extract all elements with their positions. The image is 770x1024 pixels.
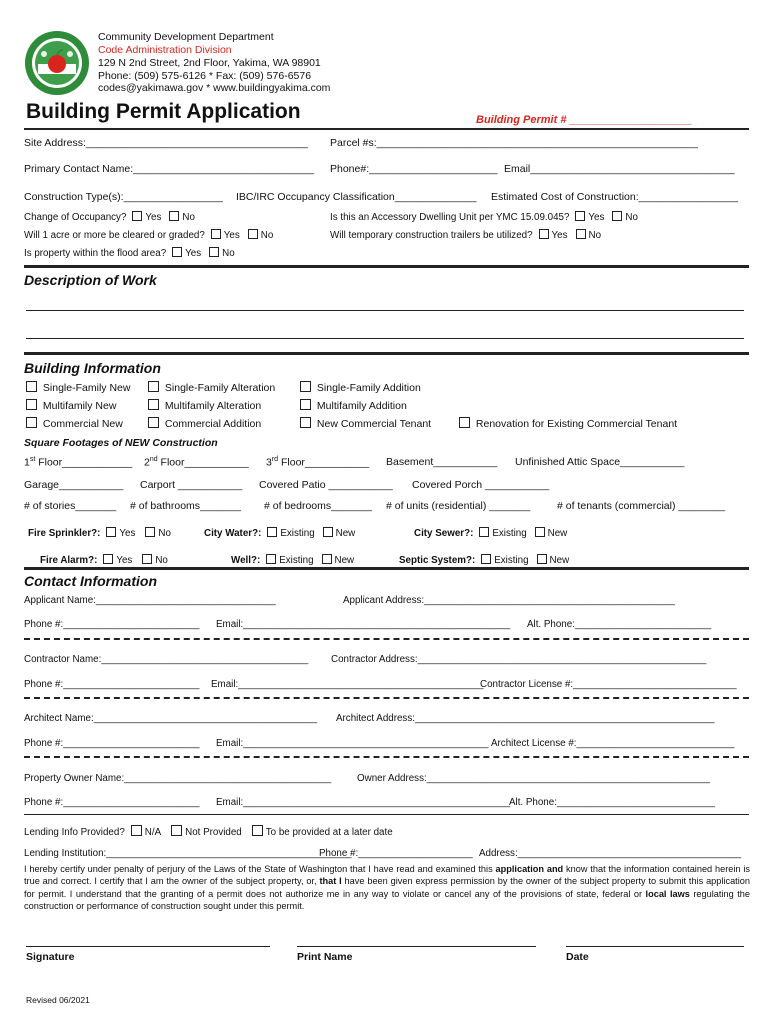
parcel-field[interactable]: Parcel #s:_______________________________________________________ (330, 137, 698, 149)
contractor-license-field[interactable]: Contractor License #:______________________________ (480, 679, 737, 690)
contractor-email-field[interactable]: Email:_____________________________________________ (211, 679, 484, 690)
architect-license-field[interactable]: Architect License #:_____________________________ (491, 738, 735, 749)
attic-field[interactable]: Unfinished Attic Space___________ (515, 456, 685, 468)
checkbox[interactable] (459, 417, 470, 428)
checkbox[interactable] (209, 247, 219, 257)
tenants-field[interactable]: # of tenants (commercial) ________ (557, 500, 726, 512)
checkbox[interactable] (612, 211, 622, 221)
description-line[interactable] (26, 310, 744, 311)
checkbox[interactable] (300, 381, 311, 392)
option-renovation-tenant[interactable]: Renovation for Existing Commercial Tenant (459, 417, 677, 430)
architect-address-field[interactable]: Architect Address:_______________________________________________________ (336, 713, 715, 724)
contractor-phone-field[interactable]: Phone #:_________________________ (24, 679, 200, 690)
description-line[interactable] (26, 338, 744, 339)
checkbox[interactable] (103, 554, 113, 564)
bathrooms-field[interactable]: # of bathrooms_______ (130, 500, 241, 512)
checkbox[interactable] (26, 381, 37, 392)
print-name-line[interactable] (297, 946, 536, 947)
site-address-field[interactable]: Site Address:______________________________________ (24, 137, 308, 149)
checkbox[interactable] (148, 399, 159, 410)
city-seal-logo (24, 30, 90, 96)
owner-name-field[interactable]: Property Owner Name:______________________________________ (24, 773, 332, 784)
option-multifamily-alteration[interactable]: Multifamily Alteration (148, 399, 261, 412)
primary-contact-field[interactable]: Primary Contact Name:_______________________________ (24, 163, 315, 175)
floor-2-field[interactable]: 2nd Floor___________ (144, 456, 249, 469)
checkbox[interactable] (267, 527, 277, 537)
checkbox[interactable] (479, 527, 489, 537)
section-divider (24, 567, 749, 570)
option-single-family-addition[interactable]: Single-Family Addition (300, 381, 421, 394)
building-permit-number[interactable]: Building Permit # ____________________ (476, 114, 692, 126)
covered-patio-field[interactable]: Covered Patio ___________ (259, 479, 393, 491)
adu-question: Is this an Accessory Dwelling Unit per YMC 15.09.045? Yes No (330, 212, 638, 223)
septic-question: Septic System?: Existing New (399, 555, 570, 566)
floor-3-field[interactable]: 3rd Floor___________ (266, 456, 370, 469)
architect-phone-field[interactable]: Phone #:_________________________ (24, 738, 200, 749)
checkbox[interactable] (322, 554, 332, 564)
checkbox[interactable] (132, 211, 142, 221)
checkbox[interactable] (169, 211, 179, 221)
option-multifamily-new[interactable]: Multifamily New (26, 399, 116, 412)
checkbox[interactable] (172, 247, 182, 257)
stories-field[interactable]: # of stories_______ (24, 500, 117, 512)
checkbox[interactable] (539, 229, 549, 239)
lending-institution-field[interactable]: Lending Institution:_____________________________________________ (24, 848, 352, 859)
fire-alarm-question: Fire Alarm?: Yes No (40, 555, 168, 566)
certification-statement: I hereby certify under penalty of perjury of the Laws of the State of Washington that I have read and examined this application and know that the information contained herein is true and correct. I certify that I am the owner of the subject property, or, that I have been given express permission by the owner of the subject property to submit this application for permit. I understand that the granting of a permit does not authorize me in any way to violate or cancel any of the provisions of state, federal or local laws regulating the construction or performance of construction sought under this permit. (24, 864, 751, 911)
signature-label: Signature (26, 951, 75, 963)
owner-alt-phone-field[interactable]: Alt. Phone:_____________________________ (509, 797, 715, 808)
garage-field[interactable]: Garage___________ (24, 479, 124, 491)
option-commercial-new[interactable]: Commercial New (26, 417, 123, 430)
contact-info-heading: Contact Information (24, 573, 157, 589)
grading-question: Will 1 acre or more be cleared or graded? Yes No (24, 230, 274, 241)
construction-type-field[interactable]: Construction Type(s):_________________ (24, 191, 223, 203)
contractor-address-field[interactable]: Contractor Address:_____________________________________________________ (331, 654, 707, 665)
fire-sprinkler-question: Fire Sprinkler?: Yes No (28, 528, 171, 539)
dashed-divider (24, 697, 749, 699)
option-single-family-alteration[interactable]: Single-Family Alteration (148, 381, 275, 394)
checkbox[interactable] (142, 554, 152, 564)
checkbox[interactable] (26, 417, 37, 428)
city-water-question: City Water?: Existing New (204, 528, 356, 539)
phone-field[interactable]: Phone#:______________________ (330, 163, 498, 175)
architect-email-field[interactable]: Email:_____________________________________________ (216, 738, 489, 749)
trailer-question: Will temporary construction trailers be utilized? Yes No (330, 230, 602, 241)
checkbox[interactable] (106, 527, 116, 537)
dashed-divider (24, 638, 749, 640)
contractor-name-field[interactable]: Contractor Name:______________________________________ (24, 654, 309, 665)
checkbox[interactable] (148, 417, 159, 428)
lending-address-field[interactable]: Address:_________________________________________ (479, 848, 742, 859)
owner-divider (24, 814, 749, 815)
lending-info-question: Lending Info Provided? N/A Not Provided To be provided at a later date (24, 827, 393, 838)
checkbox[interactable] (252, 825, 263, 836)
dashed-divider (24, 756, 749, 758)
option-single-family-new[interactable]: Single-Family New (26, 381, 130, 394)
city-sewer-question: City Sewer?: Existing New (414, 528, 568, 539)
occupancy-classification-field[interactable]: IBC/IRC Occupancy Classification______________ (236, 191, 477, 203)
revision-date: Revised 06/2021 (26, 995, 90, 1005)
owner-email-field[interactable]: Email:_________________________________________________ (216, 797, 511, 808)
floor-1-field[interactable]: 1st Floor____________ (24, 456, 133, 469)
checkbox[interactable] (171, 825, 182, 836)
page-title: Building Permit Application (26, 100, 301, 123)
checkbox[interactable] (131, 825, 142, 836)
building-info-heading: Building Information (24, 360, 161, 376)
date-label: Date (566, 951, 589, 963)
applicant-email-field[interactable]: Email:_________________________________________________ (216, 619, 511, 630)
checkbox[interactable] (148, 381, 159, 392)
change-occupancy-question: Change of Occupancy? Yes No (24, 212, 195, 223)
architect-name-field[interactable]: Architect Name:_________________________________________ (24, 713, 318, 724)
checkbox[interactable] (576, 229, 586, 239)
applicant-address-field[interactable]: Applicant Address:______________________________________________ (343, 595, 675, 606)
division-name: Code Administration Division (98, 44, 232, 56)
department-name: Community Development Department (98, 31, 274, 43)
flood-area-question: Is property within the flood area? Yes No (24, 248, 235, 259)
checkbox[interactable] (535, 527, 545, 537)
checkbox[interactable] (300, 399, 311, 410)
signature-line[interactable] (26, 946, 270, 947)
checkbox[interactable] (481, 554, 491, 564)
square-footage-heading: Square Footages of NEW Construction (24, 437, 218, 449)
applicant-phone-field[interactable]: Phone #:_________________________ (24, 619, 200, 630)
lending-phone-field[interactable]: Phone #:_____________________ (319, 848, 473, 859)
checkbox[interactable] (575, 211, 585, 221)
description-heading: Description of Work (24, 272, 157, 288)
section-divider (24, 352, 749, 355)
option-new-commercial-tenant[interactable]: New Commercial Tenant (300, 417, 431, 430)
covered-porch-field[interactable]: Covered Porch ___________ (412, 479, 550, 491)
department-phone: Phone: (509) 575-6126 * Fax: (509) 576-6576 (98, 70, 312, 82)
checkbox[interactable] (300, 417, 311, 428)
option-commercial-addition[interactable]: Commercial Addition (148, 417, 261, 430)
date-line[interactable] (566, 946, 744, 947)
applicant-alt-phone-field[interactable]: Alt. Phone:_________________________ (527, 619, 712, 630)
applicant-name-field[interactable]: Applicant Name:_________________________________ (24, 595, 276, 606)
owner-phone-field[interactable]: Phone #:_________________________ (24, 797, 200, 808)
units-field[interactable]: # of units (residential) _______ (386, 500, 531, 512)
carport-field[interactable]: Carport ___________ (140, 479, 243, 491)
checkbox[interactable] (211, 229, 221, 239)
option-multifamily-addition[interactable]: Multifamily Addition (300, 399, 407, 412)
department-contact: codes@yakimawa.gov * www.buildingyakima.com (98, 82, 331, 94)
checkbox[interactable] (248, 229, 258, 239)
section-divider (24, 265, 749, 268)
bedrooms-field[interactable]: # of bedrooms_______ (264, 500, 372, 512)
checkbox[interactable] (26, 399, 37, 410)
basement-field[interactable]: Basement___________ (386, 456, 498, 468)
well-question: Well?: Existing New (231, 555, 355, 566)
print-name-label: Print Name (297, 951, 353, 963)
checkbox[interactable] (537, 554, 547, 564)
checkbox[interactable] (266, 554, 276, 564)
owner-address-field[interactable]: Owner Address:____________________________________________________ (357, 773, 711, 784)
email-field[interactable]: Email___________________________________ (504, 163, 735, 175)
checkbox[interactable] (323, 527, 333, 537)
estimated-cost-field[interactable]: Estimated Cost of Construction:_________________ (491, 191, 738, 203)
header-divider (24, 128, 749, 130)
checkbox[interactable] (145, 527, 155, 537)
department-address: 129 N 2nd Street, 2nd Floor, Yakima, WA 98901 (98, 57, 321, 69)
